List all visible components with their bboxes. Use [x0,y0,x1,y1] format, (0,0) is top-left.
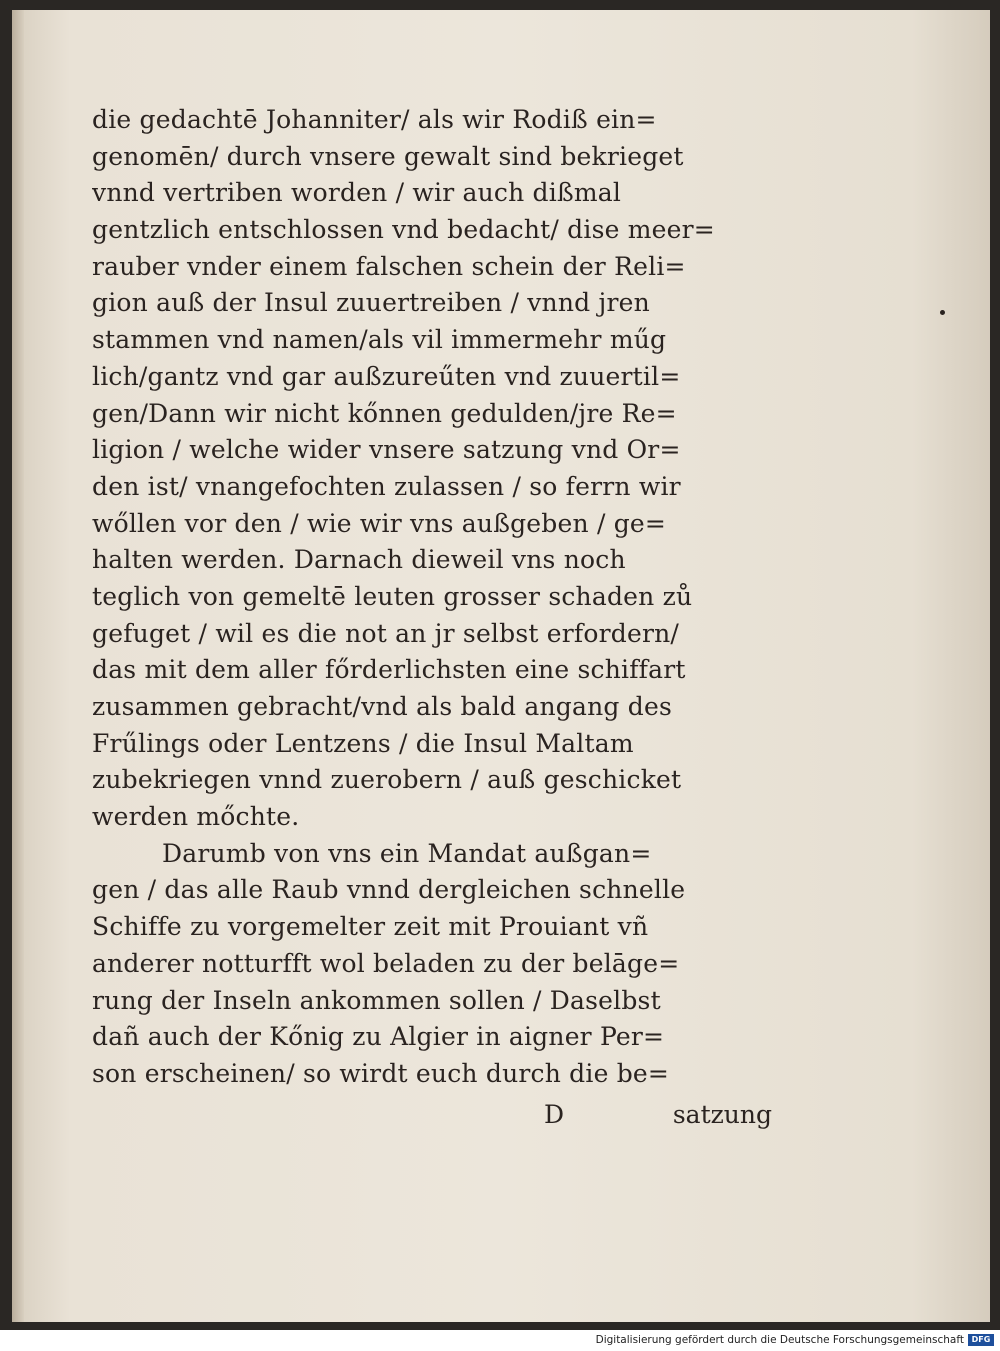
text-line: werden mőchte. [92,802,300,832]
text-line: zubekriegen vnnd zuerobern / auß geschicket [92,765,682,795]
text-line: wőllen vor den / wie wir vns außgeben / ge= [92,508,667,538]
text-line: ligion / welche wider vnsere satzung vnd Or= [92,435,681,465]
text-line: gen / das alle Raub vnnd dergleichen schnelle [92,875,686,905]
text-line: son erscheinen/ so wirdt euch durch die be= [92,1058,670,1088]
text-line: gefuget / wil es die not an jr selbst erfordern/ [92,618,680,648]
text-line: teglich von gemeltē leuten grosser schaden zů [92,581,693,611]
text-line: die gedachtē Johanniter/ als wir Rodiß ein= [92,105,657,134]
text-line-paragraph-start: Darumb von vns ein Mandat außgan= [162,838,652,868]
funding-credit: Digitalisierung gefördert durch die Deutsche Forschungsgemeinschaft [595,1334,964,1346]
text-line: rauber vnder einem falschen schein der Reli= [92,251,686,281]
text-line: gion auß der Insul zuuertreiben / vnnd jren [92,288,650,318]
dfg-logo-icon: DFG [968,1334,994,1346]
text-block [92,102,792,1135]
catchword: satzung [672,1099,772,1129]
text-line: genomēn/ durch vnsere gewalt sind bekrieget [92,141,684,171]
text-line: rung der Inseln ankommen sollen / Daselbst [92,985,661,1015]
text-line: das mit dem aller főrderlichsten eine schiffart [92,655,686,685]
text-line: gentzlich entschlossen vnd bedacht/ dise meer= [92,215,715,245]
signature-mark: D [544,1099,565,1129]
text-line: Frűlings oder Lentzens / die Insul Maltam [92,728,634,758]
text-line: lich/gantz vnd gar außzureűten vnd zuuertil= [92,361,681,391]
text-line: stammen vnd namen/als vil immermehr műg [92,325,667,355]
text-line: vnnd vertriben worden / wir auch dißmal [92,178,622,208]
text-line: anderer notturfft wol beladen zu der belāge= [92,948,680,978]
text-line: halten werden. Darnach dieweil vns noch [92,545,626,575]
ink-speck [940,310,945,315]
text-line: den ist/ vnangefochten zulassen / so ferrn wir [92,471,681,501]
text-line: gen/Dann wir nicht kőnnen gedulden/jre Re= [92,398,677,428]
page-gutter [12,10,24,1322]
catch-row [92,1095,792,1135]
book-page [12,10,990,1322]
text-line: Schiffe zu vorgemelter zeit mit Prouiant vñ [92,912,649,942]
text-line: dañ auch der Kőnig zu Algier in aigner Per= [92,1022,665,1052]
text-line: zusammen gebracht/vnd als bald angang des [92,692,672,721]
footer-bar [0,1330,1000,1351]
